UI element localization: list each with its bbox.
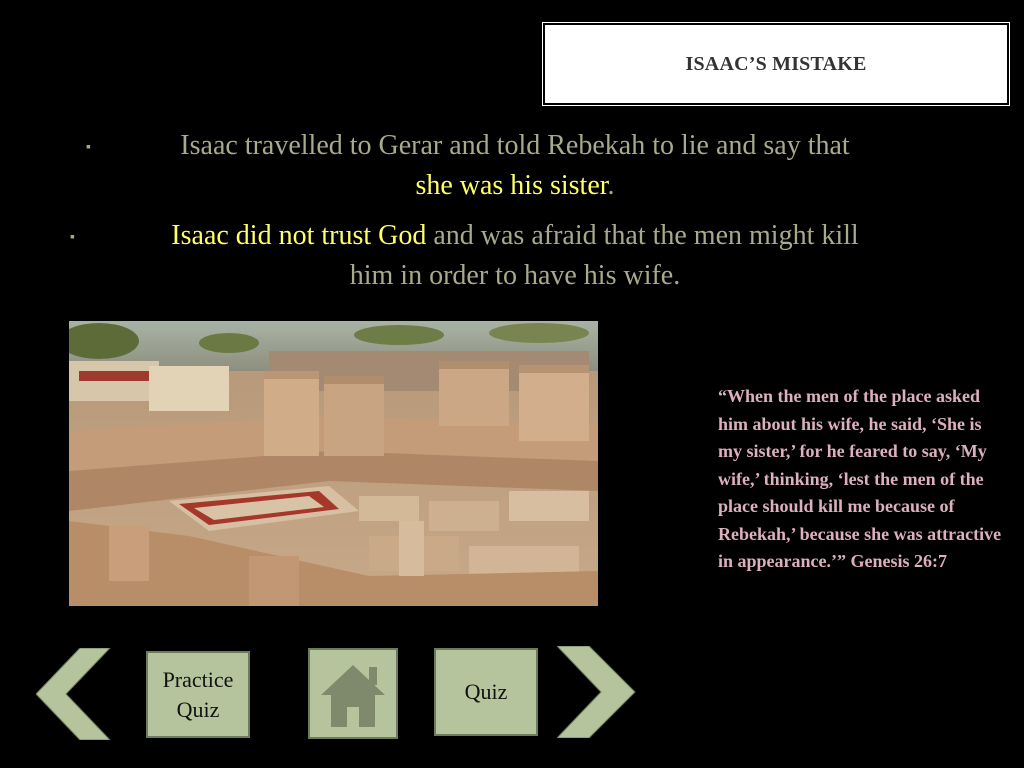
jerusalem-model-photo [69,321,598,606]
bullet-1-line-1: Isaac travelled to Gerar and told Rebekah to lie and say that [180,130,850,161]
bullet-1-line-2 [70,166,960,206]
slide-title: ISAAC’S MISTAKE [685,52,867,75]
bullet-2-line-1 [70,216,960,256]
bullet-list [70,126,960,306]
next-button[interactable] [557,646,637,743]
title-box [542,22,1010,106]
bullet-1-highlight: she was his sister [415,170,608,201]
bullet-2-highlight: Isaac did not trust God [171,220,427,251]
bullet-1-tail: . [607,170,615,201]
home-button[interactable] [308,648,398,739]
practice-quiz-label: Practice Quiz [162,666,234,722]
back-button[interactable] [36,648,112,745]
bullet-item-1 [70,126,960,206]
bullet-marker-icon: ▪ [86,140,91,155]
quiz-button[interactable] [434,648,538,736]
quiz-label: Quiz [464,679,508,704]
bullet-marker-icon: ▪ [70,230,75,245]
home-icon [319,659,387,729]
bullet-2-rest: and was afraid that the men might kill [426,220,859,251]
chevron-left-icon [36,648,112,740]
scripture-quote: “When the men of the place asked him about his wife, he said, ‘She is my sister,’ for he feared to say, ‘My wife,’ thinking, ‘lest the men of the place should kill me because of Rebekah,’ because she was attractive in appearance.’” Genesis 26:7 [718,386,1002,571]
chevron-right-icon [557,646,637,738]
bullet-item-2 [70,216,960,296]
bullet-2-line-2: him in order to have his wife. [349,260,681,291]
practice-quiz-button[interactable] [146,651,250,738]
